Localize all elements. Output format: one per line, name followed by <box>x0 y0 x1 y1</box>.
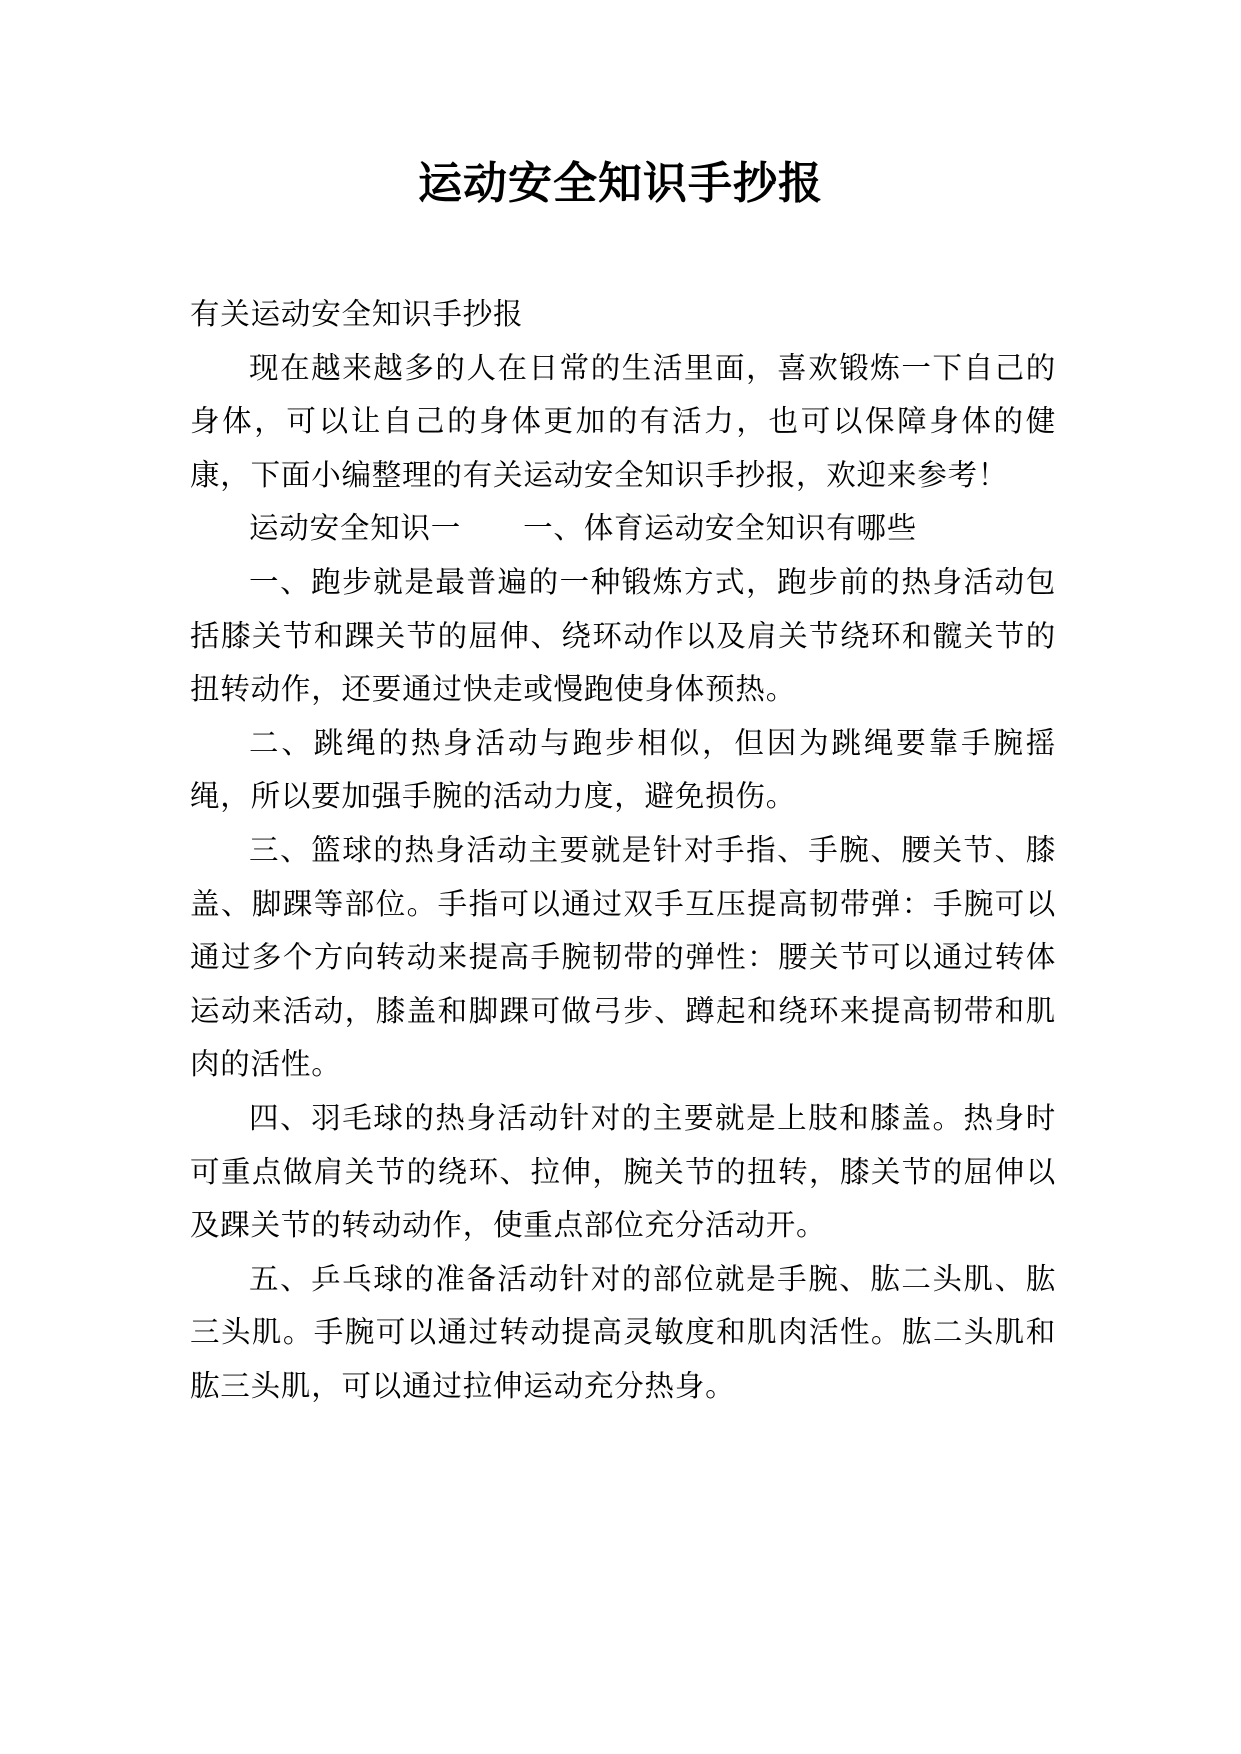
paragraph-table-tennis: 五、乒乓球的准备活动针对的部位就是手腕、肱二头肌、肱三头肌。手腕可以通过转动提高灵敏度和肌肉活性。肱二头肌和肱三头肌，可以通过拉伸运动充分热身。 <box>190 1261 1056 1403</box>
paragraph-running: 一、跑步就是最普遍的一种锻炼方式，跑步前的热身活动包括膝关节和踝关节的屈伸、绕环动作以及肩关节绕环和髋关节的扭转动作，还要通过快走或慢跑使身体预热。 <box>190 564 1056 707</box>
intro-paragraph: 现在越来越多的人在日常的生活里面，喜欢锻炼一下自己的身体，可以让自己的身体更加的有活力，也可以保障身体的健康，下面小编整理的有关运动安全知识手抄报，欢迎来参考！ <box>190 350 1056 492</box>
document-subtitle: 有关运动安全知识手抄报 <box>190 297 524 331</box>
section-heading: 一、体育运动安全知识有哪些 <box>523 511 918 546</box>
paragraph-basketball: 三、篮球的热身活动主要就是针对手指、手腕、腰关节、膝盖、脚踝等部位。手指可以通过双手互压提高韧带弹：手腕可以通过多个方向转动来提高手腕韧带的弹性：腰关节可以通过转体运动来活动，膝盖和脚踝可做弓步、蹲起和绕环来提高韧带和肌肉的活性。 <box>190 832 1056 1082</box>
paragraph-badminton: 四、羽毛球的热身活动针对的主要就是上肢和膝盖。热身时可重点做肩关节的绕环、拉伸，腕关节的扭转，膝关节的屈伸以及踝关节的转动动作，使重点部位充分活动开。 <box>190 1100 1056 1243</box>
document-title: 运动安全知识手抄报 <box>418 158 823 209</box>
paragraph-jump-rope: 二、跳绳的热身活动与跑步相似，但因为跳绳要靠手腕摇绳，所以要加强手腕的活动力度，避免损伤。 <box>190 725 1056 814</box>
section-label: 运动安全知识一 <box>249 511 462 546</box>
document-body <box>190 288 1056 1413</box>
section-heading-line <box>190 502 1056 556</box>
